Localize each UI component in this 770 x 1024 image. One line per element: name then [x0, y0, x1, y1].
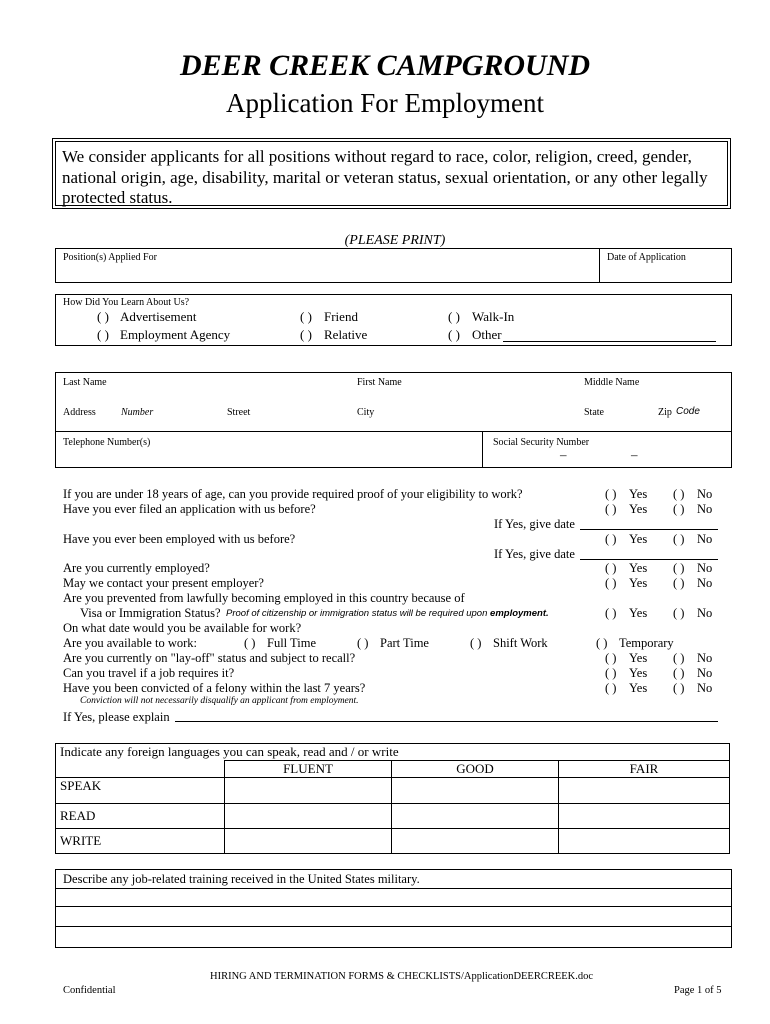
shift-work-label: Shift Work — [493, 636, 548, 650]
filed-date-input[interactable] — [580, 529, 718, 530]
full-time-label: Full Time — [267, 636, 316, 650]
q2-yes-label: Yes — [629, 502, 648, 516]
q9-yes-checkbox[interactable]: ( ) — [605, 651, 617, 665]
employed-date-input[interactable] — [580, 559, 718, 560]
languages-corner — [56, 761, 225, 778]
shift-work-checkbox[interactable]: ( ) — [470, 636, 482, 650]
question-visa: Visa or Immigration Status? — [80, 606, 221, 620]
read-fluent-cell[interactable] — [225, 804, 392, 829]
temporary-checkbox[interactable]: ( ) — [596, 636, 608, 650]
q11-no-label: No — [697, 681, 713, 695]
date-of-application-label: Date of Application — [607, 252, 686, 263]
part-time-checkbox[interactable]: ( ) — [357, 636, 369, 650]
first-name-label: First Name — [357, 377, 402, 388]
q1-no-label: No — [697, 487, 713, 501]
middle-name-label: Middle Name — [584, 377, 640, 388]
q1-yes-checkbox[interactable]: ( ) — [605, 487, 617, 501]
speak-good-cell[interactable] — [392, 778, 559, 804]
other-label: Other — [472, 327, 502, 342]
military-input[interactable] — [58, 890, 729, 945]
column-good: GOOD — [392, 761, 559, 778]
q11-yes-label: Yes — [629, 681, 648, 695]
speak-fluent-cell[interactable] — [225, 778, 392, 804]
q6-no-checkbox[interactable]: ( ) — [673, 606, 685, 620]
question-available-date: On what date would you be available for work? — [63, 621, 302, 635]
military-section — [55, 869, 732, 948]
question-currently-employed: Are you currently employed? — [63, 561, 210, 575]
advertisement-label: Advertisement — [120, 309, 197, 324]
walkin-label: Walk-In — [472, 309, 515, 324]
explain-label: If Yes, please explain — [63, 710, 170, 724]
visa-note-bold: employment. — [490, 608, 549, 619]
q3-yes-checkbox[interactable]: ( ) — [605, 532, 617, 546]
row-write: WRITE — [56, 829, 225, 854]
visa-note — [226, 608, 549, 619]
q9-yes-label: Yes — [629, 651, 648, 665]
form-subtitle: Application For Employment — [226, 88, 544, 118]
address-label: Address — [63, 407, 96, 418]
telephone-input[interactable] — [60, 451, 475, 465]
q11-yes-checkbox[interactable]: ( ) — [605, 681, 617, 695]
referral-label: How Did You Learn About Us? — [63, 297, 190, 308]
row-speak: SPEAK — [56, 778, 225, 804]
q2-no-checkbox[interactable]: ( ) — [673, 502, 685, 516]
q10-no-label: No — [697, 666, 713, 680]
relative-label: Relative — [324, 327, 368, 342]
please-print-label: (PLEASE PRINT) — [344, 233, 446, 248]
languages-heading: Indicate any foreign languages you can speak, read and / or write — [56, 744, 730, 761]
filed-date-label: If Yes, give date — [494, 517, 575, 531]
write-fluent-cell[interactable] — [225, 829, 392, 854]
number-label: Number — [121, 407, 154, 418]
advertisement-checkbox[interactable]: ( ) — [97, 309, 109, 324]
footer-confidential: Confidential — [63, 985, 116, 996]
part-time-label: Part Time — [380, 636, 429, 650]
q6-yes-label: Yes — [629, 606, 648, 620]
q3-yes-label: Yes — [629, 532, 648, 546]
ssn-input[interactable] — [488, 451, 728, 465]
name-input[interactable] — [60, 391, 725, 403]
street-label: Street — [227, 407, 251, 418]
q6-yes-checkbox[interactable]: ( ) — [605, 606, 617, 620]
read-good-cell[interactable] — [392, 804, 559, 829]
q5-no-checkbox[interactable]: ( ) — [673, 576, 685, 590]
q1-yes-label: Yes — [629, 487, 648, 501]
question-travel: Can you travel if a job requires it? — [63, 666, 235, 680]
full-time-checkbox[interactable]: ( ) — [244, 636, 256, 650]
explain-input[interactable] — [175, 721, 718, 722]
question-employed-before: Have you ever been employed with us before? — [63, 532, 296, 546]
q4-yes-checkbox[interactable]: ( ) — [605, 561, 617, 575]
ssn-label: Social Security Number — [493, 437, 590, 448]
question-available-to-work: Are you available to work: — [63, 636, 197, 650]
telephone-label: Telephone Number(s) — [63, 437, 151, 448]
felony-note: Conviction will not necessarily disqualify an applicant from employment. — [80, 696, 359, 706]
question-filed-before: Have you ever filed an application with us before? — [63, 502, 316, 516]
employed-date-label: If Yes, give date — [494, 547, 575, 561]
write-fair-cell[interactable] — [559, 829, 730, 854]
state-label: State — [584, 407, 604, 418]
position-input[interactable] — [60, 265, 595, 280]
q4-yes-label: Yes — [629, 561, 648, 575]
date-of-application-input[interactable] — [604, 265, 728, 280]
military-heading: Describe any job-related training received in the United States military. — [63, 872, 420, 886]
visa-note-text: Proof of citizenship or immigration status will be required upon — [226, 608, 488, 619]
friend-checkbox[interactable]: ( ) — [300, 309, 312, 324]
q1-no-checkbox[interactable]: ( ) — [673, 487, 685, 501]
q10-yes-label: Yes — [629, 666, 648, 680]
form-title: DEER CREEK CAMPGROUND — [179, 49, 591, 82]
q3-no-label: No — [697, 532, 713, 546]
write-good-cell[interactable] — [392, 829, 559, 854]
q9-no-label: No — [697, 651, 713, 665]
city-label: City — [357, 407, 375, 418]
ssn-dash-1: – — [560, 447, 567, 462]
footer-page-number: Page 1 of 5 — [674, 985, 722, 996]
referral-section — [55, 294, 732, 346]
question-under-18: If you are under 18 years of age, can you provide required proof of your eligibility to work? — [63, 487, 523, 501]
ssn-dash-2: – — [631, 447, 638, 462]
last-name-label: Last Name — [63, 377, 107, 388]
relative-checkbox[interactable]: ( ) — [300, 327, 312, 342]
friend-label: Friend — [324, 309, 358, 324]
zip-label: Zip — [658, 407, 672, 418]
column-fair: FAIR — [559, 761, 730, 778]
read-fair-cell[interactable] — [559, 804, 730, 829]
equal-opportunity-notice: We consider applicants for all positions without regard to race, color, religion, creed, gender, national origin, age, disability, marital or veteran status, sexual orientation, or any other legally protected status. — [55, 141, 728, 206]
code-label: Code — [676, 406, 700, 417]
temporary-label: Temporary — [619, 636, 674, 650]
q4-no-checkbox[interactable]: ( ) — [673, 561, 685, 575]
q9-no-checkbox[interactable]: ( ) — [673, 651, 685, 665]
position-section — [55, 248, 732, 283]
question-layoff: Are you currently on "lay-off" status and subject to recall? — [63, 651, 356, 665]
column-fluent: FLUENT — [225, 761, 392, 778]
walkin-checkbox[interactable]: ( ) — [448, 309, 460, 324]
speak-fair-cell[interactable] — [559, 778, 730, 804]
footer-path: HIRING AND TERMINATION FORMS & CHECKLISTS/ApplicationDEERCREEK.doc — [210, 971, 594, 982]
q5-yes-checkbox[interactable]: ( ) — [605, 576, 617, 590]
q3-no-checkbox[interactable]: ( ) — [673, 532, 685, 546]
question-felony: Have you been convicted of a felony within the last 7 years? — [63, 681, 366, 695]
q2-yes-checkbox[interactable]: ( ) — [605, 502, 617, 516]
q10-yes-checkbox[interactable]: ( ) — [605, 666, 617, 680]
q4-no-label: No — [697, 561, 713, 575]
agency-checkbox[interactable]: ( ) — [97, 327, 109, 342]
languages-table — [55, 743, 730, 854]
row-read: READ — [56, 804, 225, 829]
q11-no-checkbox[interactable]: ( ) — [673, 681, 685, 695]
q5-yes-label: Yes — [629, 576, 648, 590]
question-prevented: Are you prevented from lawfully becoming employed in this country because of — [63, 591, 465, 605]
other-checkbox[interactable]: ( ) — [448, 327, 460, 342]
other-input[interactable] — [503, 341, 716, 342]
question-contact-employer: May we contact your present employer? — [63, 576, 264, 590]
q5-no-label: No — [697, 576, 713, 590]
q10-no-checkbox[interactable]: ( ) — [673, 666, 685, 680]
agency-label: Employment Agency — [120, 327, 231, 342]
position-label: Position(s) Applied For — [63, 252, 157, 263]
q6-no-label: No — [697, 606, 713, 620]
q2-no-label: No — [697, 502, 713, 516]
personal-info-section — [55, 372, 732, 468]
